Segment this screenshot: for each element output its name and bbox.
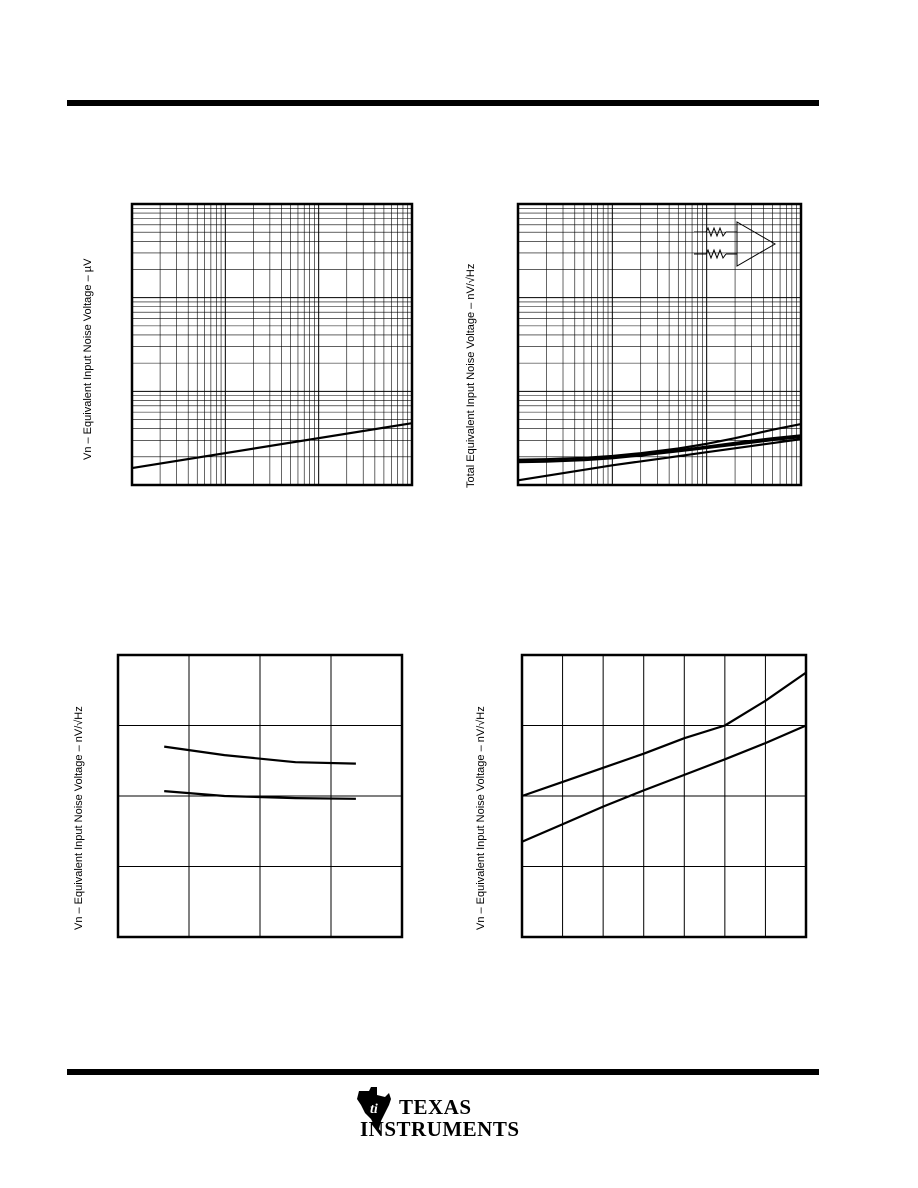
- plot-frame: [118, 655, 402, 937]
- plot-frame: [522, 655, 806, 937]
- logo-text-texas: TEXAS: [399, 1095, 472, 1119]
- chart2-ylabel: Total Equivalent Input Noise Voltage – nV/√Hz: [465, 263, 477, 488]
- series-line-3: [518, 437, 801, 462]
- series-line-2: [164, 791, 356, 799]
- svg-text:ti: ti: [370, 1102, 378, 1117]
- header-rule: [67, 100, 819, 106]
- series-line-1: [522, 673, 806, 796]
- chart4-ylabel: Vn – Equivalent Input Noise Voltage – nV/√Hz: [475, 706, 487, 930]
- series-line-2: [522, 726, 806, 842]
- plot-frame: [518, 204, 801, 485]
- series-line-4: [518, 439, 801, 480]
- series-line-1: [164, 747, 356, 764]
- plot-frame: [132, 204, 412, 485]
- amplifier-schematic-icon: [694, 222, 775, 266]
- series-line-1: [518, 424, 801, 460]
- logo-text-instruments: INSTRUMENTS: [360, 1117, 520, 1141]
- chart1-ylabel: Vn – Equivalent Input Noise Voltage – µV: [82, 258, 94, 460]
- footer-rule: [67, 1069, 819, 1075]
- series-line-2: [518, 435, 801, 461]
- ti-logo: [355, 1085, 520, 1145]
- chart3-ylabel: Vn – Equivalent Input Noise Voltage – nV/√Hz: [73, 706, 85, 930]
- series-line-1: [132, 423, 412, 468]
